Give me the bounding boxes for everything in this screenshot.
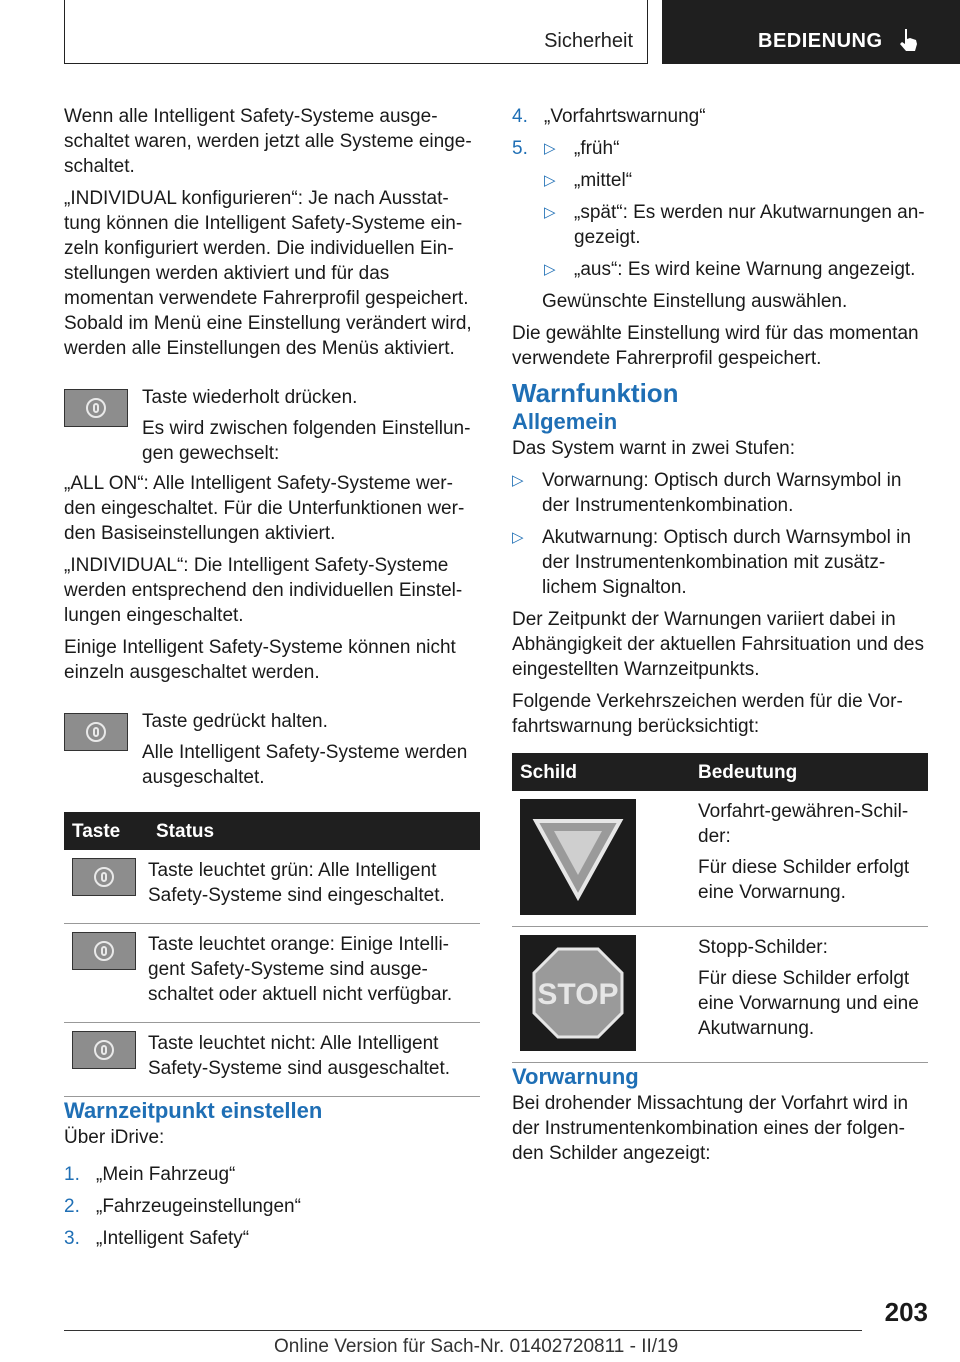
table-row <box>64 1023 480 1097</box>
section-heading: Warnzeitpunkt einstellen <box>64 1098 323 1123</box>
intro-paragraph: Wenn alle Intelligent Safety-Systeme ausge-schaltet waren, werden jetzt alle Systeme einge-schaltet. <box>64 106 472 177</box>
list-item: ▷ Akutwarnung: Optisch durch Warnsymbol in der Instrumentenkombination mit zusätz-lichem Signalton. <box>512 527 911 598</box>
option-item: ▷ „früh“ <box>544 138 620 159</box>
list-item: 4. „Vorfahrtswarnung“ <box>512 106 706 127</box>
yield-sign-icon <box>520 799 636 915</box>
timing-text: Der Zeitpunkt der Warnungen variiert dabei in Abhängigkeit der aktuellen Fahrsituation und des eingestellten Warnzeitpunkts. <box>512 609 924 680</box>
key-instruction <box>64 385 480 466</box>
option-list <box>544 136 928 282</box>
idrive-steps-continued <box>512 104 928 282</box>
key-result: Alle Intelligent Safety-Systeme werden ausgeschaltet. <box>142 742 468 788</box>
idrive-label: Über iDrive: <box>64 1127 165 1148</box>
footer-divider <box>64 1330 862 1331</box>
status-table <box>64 812 480 1097</box>
table-header: Schild <box>512 753 686 791</box>
list-item: ▷ Vorwarnung: Optisch durch Warnsymbol in der Instrumentenkombination. <box>512 470 902 516</box>
table-row <box>512 791 928 927</box>
list-item: 3. „Intelligent Safety“ <box>64 1228 250 1249</box>
header-chapter-tab <box>662 0 960 64</box>
sign-title: Vorfahrt-gewähren-Schil-der: <box>698 801 909 847</box>
table-cell: Taste leuchtet nicht: Alle Intelligent Safety-Systeme sind ausgeschaltet. <box>148 1023 480 1097</box>
signs-intro: Folgende Verkehrszeichen werden für die Vor-fahrtswarnung berücksichtigt: <box>512 691 903 737</box>
safety-button-icon <box>72 858 136 896</box>
table-cell: Taste leuchtet grün: Alle Intelligent Safety-Systeme sind eingeschaltet. <box>148 850 480 924</box>
stop-sign-icon <box>520 935 636 1051</box>
sign-title: Stopp-Schilder: <box>698 937 828 958</box>
safety-button-icon <box>72 932 136 970</box>
subsection-heading: Vorwarnung <box>512 1064 639 1089</box>
table-row <box>64 924 480 1023</box>
table-header: Status <box>148 812 480 850</box>
list-item: 5. ▷ „früh“ ▷ „mittel“ ▷ „spät“: Es werden nur Akutwarnungen an-gezeigt. ▷ „aus“: Es wird keine Warnung angezeigt. <box>512 136 928 282</box>
left-column <box>64 104 480 1258</box>
stop-sign-text: STOP <box>537 978 619 1011</box>
table-header: Taste <box>64 812 148 850</box>
right-column <box>512 104 928 1173</box>
table-cell: Taste leuchtet orange: Einige Intelli-gent Safety-Systeme sind ausge-schaltet oder aktuell nicht verfügbar. <box>148 924 480 1023</box>
mode-paragraph: „ALL ON“: Alle Intelligent Safety-Systeme wer-den eingeschaltet. Für die Unterfunktionen wer-den Basiseinstellungen aktiviert. <box>64 473 465 544</box>
mode-paragraph: „INDIVIDUAL“: Die Intelligent Safety-Systeme werden entsprechend den individuellen Einstel-lungen eingeschaltet. <box>64 555 463 626</box>
safety-button-icon <box>64 713 128 751</box>
option-item: ▷ „aus“: Es wird keine Warnung angezeigt. <box>544 259 916 280</box>
vorwarnung-text: Bei drohender Missachtung der Vorfahrt wird in der Instrumentenkombination eines der folgen-den Schilder angezeigt: <box>512 1093 909 1164</box>
section-heading: Warnfunktion <box>512 378 679 408</box>
key-action: Taste gedrückt halten. <box>142 711 328 732</box>
option-item: ▷ „spät“: Es werden nur Akutwarnungen an-gezeigt. <box>544 202 925 248</box>
list-item: 1. „Mein Fahrzeug“ <box>64 1164 236 1185</box>
key-instruction <box>64 709 480 790</box>
intro-paragraph: „INDIVIDUAL konfigurieren“: Je nach Ausstat-tung können die Intelligent Safety-Systeme ein-zeln konfiguriert werden. Die individuellen Ein-stellungen werden aktiviert und für das momentan verwendete Fahrerprofil gespeichert. Sobald im Menü eine Einstellung verändert wird, werden alle Einstellungen des Menüs aktiviert. <box>64 188 472 359</box>
warning-levels <box>512 468 928 600</box>
header-section-tab <box>64 0 648 64</box>
key-result: Es wird zwischen folgenden Einstellun-gen gewechselt: <box>142 418 471 464</box>
hand-pointer-icon <box>894 26 922 54</box>
idrive-steps <box>64 1162 480 1251</box>
table-row <box>64 850 480 924</box>
sign-meaning: Für diese Schilder erfolgt eine Vorwarnung. <box>698 857 910 903</box>
header-section-label: Sicherheit <box>544 30 633 52</box>
table-row <box>512 927 928 1063</box>
choose-text: Gewünschte Einstellung auswählen. <box>542 291 848 312</box>
sign-meaning: Für diese Schilder erfolgt eine Vorwarnung und eine Akutwarnung. <box>698 968 919 1039</box>
safety-button-icon <box>64 389 128 427</box>
key-action: Taste wiederholt drücken. <box>142 387 358 408</box>
levels-intro: Das System warnt in zwei Stufen: <box>512 438 795 459</box>
table-header: Bedeutung <box>686 753 928 791</box>
footer-online-version: Online Version für Sach-Nr. 01402720811 - II/19 <box>274 1336 679 1357</box>
mode-paragraph: Einige Intelligent Safety-Systeme können nicht einzeln ausgeschaltet werden. <box>64 637 456 683</box>
subsection-heading: Allgemein <box>512 409 618 434</box>
safety-button-icon <box>72 1031 136 1069</box>
list-item: 2. „Fahrzeugeinstellungen“ <box>64 1196 301 1217</box>
option-item: ▷ „mittel“ <box>544 170 633 191</box>
page-number: 203 <box>884 1297 928 1327</box>
saved-text: Die gewählte Einstellung wird für das momentan verwendete Fahrerprofil gespeichert. <box>512 323 919 369</box>
header-chapter-label: BEDIENUNG <box>758 30 883 52</box>
signs-table <box>512 753 928 1063</box>
